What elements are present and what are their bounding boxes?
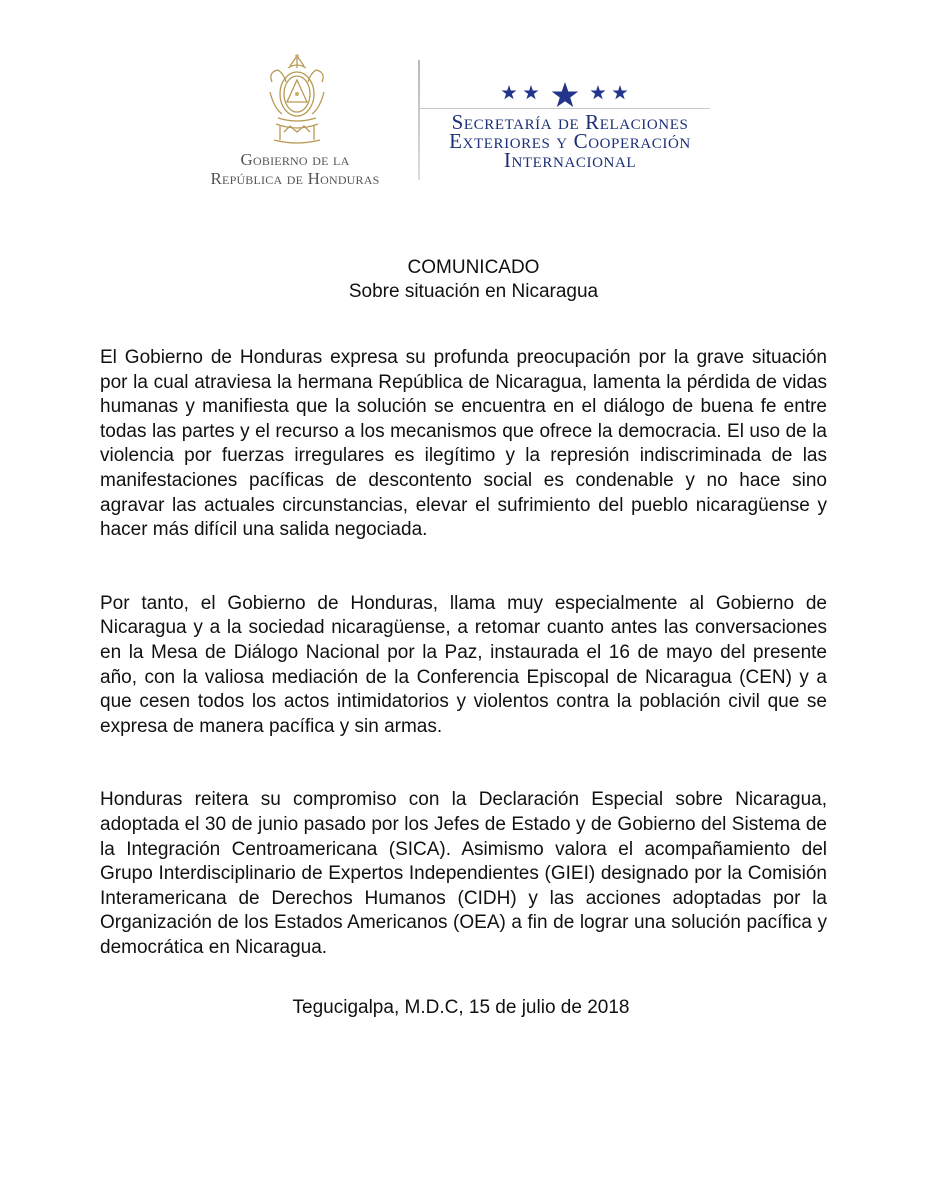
ministry-name <box>430 110 710 172</box>
star-icon <box>613 85 628 99</box>
star-icon <box>502 85 517 99</box>
ministry-name-line-1: Secretaría de Relaciones <box>451 110 689 134</box>
document-body <box>100 346 827 960</box>
body-paragraph-1: El Gobierno de Honduras expresa su profunda preocupación por la grave situación por la cual atraviesa la hermana República de Nicaragua, lamenta la pérdida de vidas humanas y manifiesta que la solución se encuentra en el diálogo de buena fe entre todas las partes y el recurso a los mecanismos que ofrece la democracia. El uso de la violencia por fuerzas irregulares es ilegítimo y la represión indiscriminada de las manifestaciones pacíficas de descontento social es condenable y no hace sino agravar las actuales circunstancias, elevar el sufrimiento del pueblo nicaragüense y hacer más difícil una salida negociada. <box>100 347 827 541</box>
header-rule <box>420 108 710 109</box>
government-name-line-2: República de Honduras <box>210 169 380 188</box>
document-subtitle: Sobre situación en Nicaragua <box>348 281 599 302</box>
body-paragraph-3: Honduras reitera su compromiso con la Declaración Especial sobre Nicaragua, adoptada el 30 de junio pasado por los Jefes de Estado y de Gobierno del Sistema de la Integración Centroamericana (SICA). Asimismo valora el acompañamiento del Grupo Interdisciplinario de Expertos Independientes (GIEI) designado por la Comisión Interamericana de Derechos Humanos (CIDH) y las acciones adoptadas por la Organización de los Estados Americanos (OEA) a fin de lograr una solución pacífica y democrática en Nicaragua. <box>100 789 827 958</box>
star-icon <box>524 85 539 99</box>
letterhead <box>0 0 947 200</box>
ministry-name-line-3: Internacional <box>503 148 637 172</box>
stars-emblem <box>500 80 630 108</box>
body-paragraph-2: Por tanto, el Gobierno de Honduras, llama muy especialmente al Gobierno de Nicaragua y a la sociedad nicaragüense, a retomar cuanto antes las conversaciones en la Mesa de Diálogo Nacional por la Paz, instaurada el 16 de mayo del presente año, con la valiosa mediación de la Conferencia Episcopal de Nicaragua (CEN) y a que cesen todos los actos intimidatorios y violentos contra la población civil que se expresa de manera pacífica y sin armas. <box>100 592 827 737</box>
star-icon <box>591 85 606 99</box>
government-name-line-1: Gobierno de la <box>240 150 350 169</box>
ministry-name-line-2: Exteriores y Cooperación <box>449 129 691 153</box>
government-name <box>205 150 385 188</box>
document-title: COMUNICADO <box>407 257 540 278</box>
star-large-icon <box>552 82 579 107</box>
header-divider <box>418 60 420 180</box>
document-heading <box>0 256 947 304</box>
place-and-date: Tegucigalpa, M.D.C, 15 de julio de 2018 <box>292 997 630 1018</box>
coat-of-arms-icon <box>266 52 328 148</box>
